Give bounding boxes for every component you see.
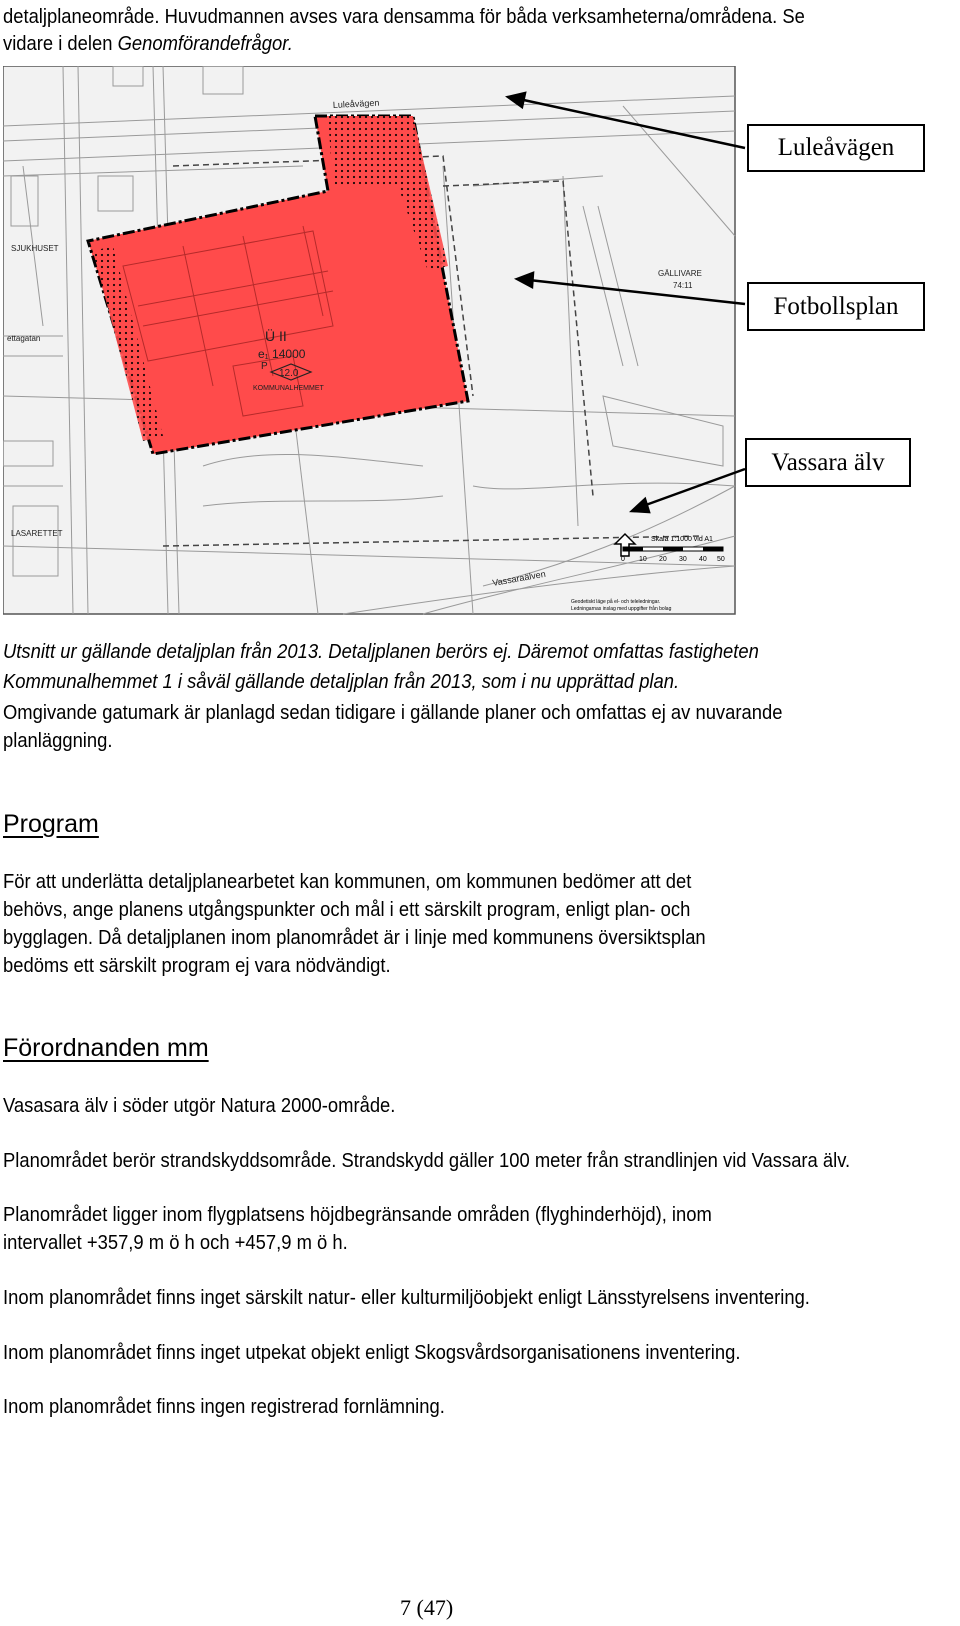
scale-title: Skala 1:1000 vid A1 xyxy=(651,536,713,543)
map-caption xyxy=(3,637,868,697)
program-line-3: bygglagen. Då detaljplanen inom planområdet är i linje med kommunens översiktsplan xyxy=(3,927,706,949)
map-gallivare: GÄLLIVARE xyxy=(658,269,702,278)
scale-tick-50: 50 xyxy=(717,556,725,563)
map-river-name: Vassaraälven xyxy=(491,568,547,588)
caption-line-2: Kommunalhemmet 1 i såväl gällande detaljplan från 2013, som i nu upprättad plan. xyxy=(3,671,680,693)
page-number: 7 (47) xyxy=(400,1595,454,1620)
detaljplan-map xyxy=(3,66,763,636)
program-line-4: bedöms ett särskilt program ej vara nödvändigt. xyxy=(3,955,391,977)
label-vassara-alv: Vassara älv xyxy=(745,438,911,487)
label-fotbollsplan: Fotbollsplan xyxy=(747,282,925,331)
gatumark-line-2: planläggning. xyxy=(3,730,113,752)
program-line-1: För att underlätta detaljplanearbetet kan kommunen, om kommunen bedömer att det xyxy=(3,871,692,893)
program-heading: Program xyxy=(3,810,99,838)
map-sjukhuset: SJUKHUSET xyxy=(11,244,59,253)
kulturmiljo-paragraph: Inom planområdet finns inget särskilt natur- eller kulturmiljöobjekt enligt Länsstyrelsens inventering. xyxy=(3,1287,810,1309)
intro-line-1: detaljplaneområde. Huvudmannen avses vara densamma för båda verksamheterna/områdena. Se xyxy=(3,6,805,28)
detaljplan-map-figure xyxy=(3,66,899,636)
intro-paragraph xyxy=(3,4,831,58)
map-ettagatan: ettagatan xyxy=(7,334,41,343)
forordnanden-heading: Förordnanden mm xyxy=(3,1034,209,1062)
map-block-number: 74:11 xyxy=(673,281,693,290)
map-lasarett: LASARETTET xyxy=(11,529,63,538)
caption-line-1: Utsnitt ur gällande detaljplan från 2013. Detaljplanen berörs ej. Däremot omfattas fastigheten xyxy=(3,641,759,663)
plan-zone-text: Ü II xyxy=(265,328,287,344)
intro-line-2-prefix: vidare i delen xyxy=(3,33,118,55)
genomforandefragor-reference: Genomförandefrågor. xyxy=(117,33,293,55)
map-road-name: Luleåvägen xyxy=(332,97,380,110)
intro-line-2 xyxy=(3,31,831,58)
flyghinder-paragraph xyxy=(3,1201,877,1257)
plan-p-text: P xyxy=(261,361,268,372)
program-paragraph xyxy=(3,868,877,980)
flyghinder-line-1: Planområdet ligger inom flygplatsens höjdbegränsande områden (flyghinderhöjd), inom xyxy=(3,1204,712,1226)
program-line-2: behövs, ange planens utgångspunkter och mål i ett särskilt program, enligt plan- och xyxy=(3,899,691,921)
gatumark-line-1: Omgivande gatumark är planlagd sedan tidigare i gällande planer och omfattas ej av nuvarande xyxy=(3,702,783,724)
plan-height-number: 12.0 xyxy=(279,368,299,379)
scale-tick-40: 40 xyxy=(699,556,707,563)
skogsvard-paragraph: Inom planområdet finns inget utpekat objekt enligt Skogsvårdsorganisationens inventering. xyxy=(3,1342,741,1364)
scale-tick-30: 30 xyxy=(679,556,687,563)
scale-note-1: Geodetiskt läge på el- och teleledningar. xyxy=(571,599,661,605)
scale-note-2: Ledningarnas inslag med uppgifter från bolag xyxy=(571,606,672,612)
flyghinder-line-2: intervallet +357,9 m ö h och +457,9 m ö h. xyxy=(3,1232,348,1254)
gatumark-paragraph xyxy=(3,699,877,755)
scale-tick-0: 0 xyxy=(621,556,625,563)
scale-tick-20: 20 xyxy=(659,556,667,563)
natura-paragraph: Vasasara älv i söder utgör Natura 2000-område. xyxy=(3,1095,396,1117)
fornlamning-paragraph: Inom planområdet finns ingen registrerad fornlämning. xyxy=(3,1396,445,1418)
strandskydd-paragraph: Planområdet berör strandskyddsområde. Strandskydd gäller 100 meter från strandlinjen vid Vassara älv. xyxy=(3,1150,851,1172)
scale-tick-10: 10 xyxy=(639,556,647,563)
label-luleavagen: Luleåvägen xyxy=(747,124,925,172)
plan-e1-text: e₁ 14000 xyxy=(258,347,306,361)
plan-property-name: KOMMUNALHEMMET xyxy=(253,385,324,392)
